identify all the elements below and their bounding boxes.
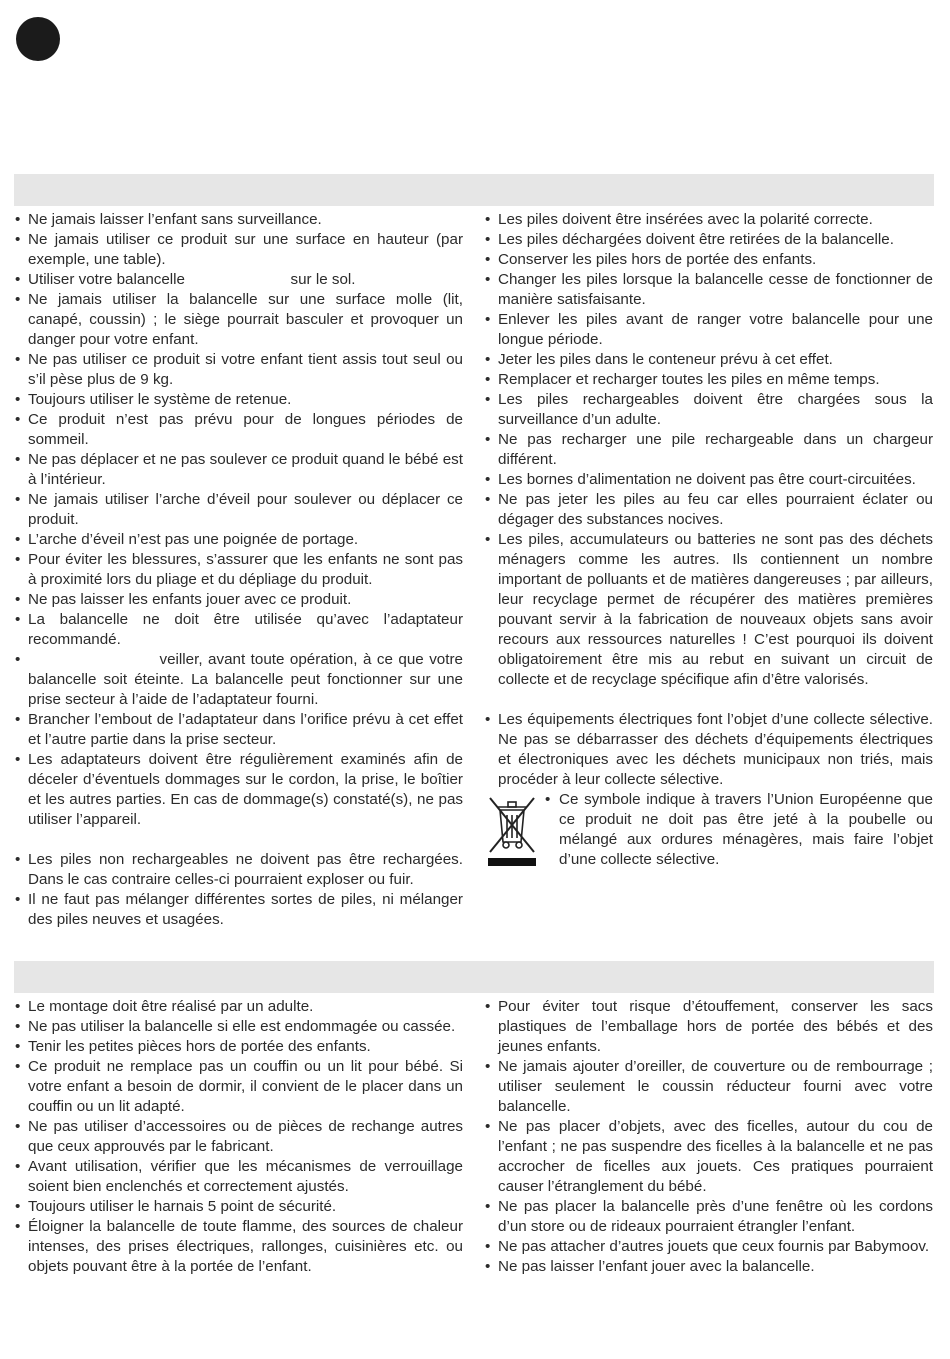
list-item: • Ne jamais utiliser l’arche d’éveil pour soulever ou déplacer ce produit. [14, 490, 463, 530]
list-item: • Les piles rechargeables doivent être chargées sous la surveillance d’un adulte. [484, 390, 933, 430]
list-item: • Les adaptateurs doivent être régulièrement examinés afin de déceler d’éventuels dommages sur le cordon, la prise, le boîtier et les autres parties. En cas de dommage(s) constaté(s), ne pas utiliser l’appareil. [14, 750, 463, 830]
list-item: • Ne jamais utiliser ce produit sur une surface en hauteur (par exemple, une table). [14, 230, 463, 270]
weee-text: • Ce symbole indique à travers l’Union Européenne que ce produit ne doit pas être jeté à la poubelle ou mélangé aux ordures ménagères, mais faire l’objet d’une collecte sélective. [544, 790, 933, 870]
list-item: • Les équipements électriques font l’objet d’une collecte sélective. Ne pas se débarrasser des déchets d’équipements électriques et électroniques avec les déchets municipaux non triés, mais procéder à leur collecte sélective. [484, 710, 933, 790]
list-item: • Toujours utiliser le système de retenue. [14, 390, 463, 410]
list-item: • Les bornes d’alimentation ne doivent pas être court-circuitées. [484, 470, 933, 490]
weee-notice [484, 790, 938, 870]
battery-left-list [14, 850, 468, 930]
list-item: • Ne pas utiliser d’accessoires ou de pièces de rechange autres que ceux approuvés par le fabricant. [14, 1117, 463, 1157]
list-item: • Avant utilisation, vérifier que les mécanismes de verrouillage soient bien enclenchés et correctement ajustés. [14, 1157, 463, 1197]
list-item: • Ne pas laisser l’enfant jouer avec la balancelle. [484, 1257, 933, 1277]
section-header-band-assembly [14, 961, 934, 993]
assembly-right-list [484, 997, 938, 1277]
list-item: • Ne pas laisser les enfants jouer avec ce produit. [14, 590, 463, 610]
list-item: • Ne pas jeter les piles au feu car elles pourraient éclater ou dégager des substances nocives. [484, 490, 933, 530]
list-item: • Pour éviter tout risque d’étouffement, conserver les sacs plastiques de l’emballage hors de portée des bébés et des jeunes enfants. [484, 997, 933, 1057]
crossed-bin-icon [484, 792, 540, 866]
list-item: • Le montage doit être réalisé par un adulte. [14, 997, 463, 1017]
list-item: • Tenir les petites pièces hors de portée des enfants. [14, 1037, 463, 1057]
list-item: • L’arche d’éveil n’est pas une poignée de portage. [14, 530, 463, 550]
list-item: • Ce produit n’est pas prévu pour de longues périodes de sommeil. [14, 410, 463, 450]
list-item: • Enlever les piles avant de ranger votre balancelle pour une longue période. [484, 310, 933, 350]
list-item: • Changer les piles lorsque la balancelle cesse de fonctionner de manière satisfaisante. [484, 270, 933, 310]
list-item: • Ne pas placer la balancelle près d’une fenêtre où les cordons d’un store ou de rideaux pourraient étrangler l’enfant. [484, 1197, 933, 1237]
warnings-left-list [14, 210, 468, 830]
list-item: • Ne pas utiliser la balancelle si elle est endommagée ou cassée. [14, 1017, 463, 1037]
list-item: • Ne jamais laisser l’enfant sans surveillance. [14, 210, 463, 230]
list-item: • Ne jamais utiliser la balancelle sur une surface molle (lit, canapé, coussin) ; le siège pourrait basculer et provoquer un danger pour votre enfant. [14, 290, 463, 350]
list-item: • Toujours utiliser le harnais 5 point de sécurité. [14, 1197, 463, 1217]
list-item: • Brancher l’embout de l’adaptateur dans l’orifice prévu à cet effet et l’autre partie dans la prise secteur. [14, 710, 463, 750]
list-item: • Ne pas attacher d’autres jouets que ceux fournis par Babymoov. [484, 1237, 933, 1257]
electrical-list [484, 710, 938, 790]
assembly-right-column [484, 997, 938, 1277]
list-item: • La balancelle ne doit être utilisée qu’avec l’adaptateur recommandé. [14, 610, 463, 650]
list-item: • Les piles déchargées doivent être retirées de la balancelle. [484, 230, 933, 250]
list-item: • Éloigner la balancelle de toute flamme, des sources de chaleur intenses, des prises électriques, rallonges, cuisinières etc. ou objets pouvant être à la portée de l’enfant. [14, 1217, 463, 1277]
section-header-band-warnings [14, 174, 934, 206]
list-item: • Il ne faut pas mélanger différentes sortes de piles, ni mélanger des piles neuves et usagées. [14, 890, 463, 930]
list-item: • Ne pas déplacer et ne pas soulever ce produit quand le bébé est à l’intérieur. [14, 450, 463, 490]
list-item: • Les piles non rechargeables ne doivent pas être rechargées. Dans le cas contraire celles-ci pourraient exploser ou fuir. [14, 850, 463, 890]
language-marker-circle [16, 17, 60, 61]
list-item: • Jeter les piles dans le conteneur prévu à cet effet. [484, 350, 933, 370]
warnings-right-column [484, 210, 938, 870]
list-item: • Ne jamais ajouter d’oreiller, de couverture ou de rembourrage ; utiliser seulement le coussin réducteur fourni avec votre balancelle. [484, 1057, 933, 1117]
list-item: • Pour éviter les blessures, s’assurer que les enfants ne sont pas à proximité lors du pliage et du dépliage du produit. [14, 550, 463, 590]
list-item: • Conserver les piles hors de portée des enfants. [484, 250, 933, 270]
list-item: • Ne pas placer d’objets, avec des ficelles, autour du cou de l’enfant ; ne pas suspendre des ficelles à la balancelle et ne pas accrocher de ficelles aux jouets. Ces pratiques pourraient causer l’étranglement du bébé. [484, 1117, 933, 1197]
list-item: • Ce produit ne remplace pas un couffin ou un lit pour bébé. Si votre enfant a besoin de dormir, il convient de le placer dans un couffin ou un lit adapté. [14, 1057, 463, 1117]
list-item: • Ne pas utiliser ce produit si votre enfant tient assis tout seul ou s’il pèse plus de 9 kg. [14, 350, 463, 390]
list-item: • Remplacer et recharger toutes les piles en même temps. [484, 370, 933, 390]
list-item: • Les piles, accumulateurs ou batteries ne sont pas des déchets ménagers comme les autres. Ils contiennent un nombre important de polluants et de matières dangereuses ; par ailleurs, leur recyclage permet de récupérer des matières premières pouvant servir à la fabrication de nouveaux objets sans avoir recours aux ressources naturelles ! C’est pourquoi ils doivent obligatoirement être mis au rebut en suivant un circuit de collecte et de recyclage spécifique afin d’être valorisés. [484, 530, 933, 690]
list-item: • Ne pas recharger une pile rechargeable dans un chargeur différent. [484, 430, 933, 470]
list-item: • veiller, avant toute opération, à ce que votre balancelle soit éteinte. La balancelle peut fonctionner sur une prise secteur à l’aide de l’adaptateur fourni. [14, 650, 463, 710]
assembly-left-list [14, 997, 468, 1277]
battery-right-list [484, 210, 938, 690]
warnings-left-column [14, 210, 468, 930]
assembly-left-column [14, 997, 468, 1277]
list-item: • Les piles doivent être insérées avec la polarité correcte. [484, 210, 933, 230]
list-item: • Utiliser votre balancelle sur le sol. [14, 270, 463, 290]
